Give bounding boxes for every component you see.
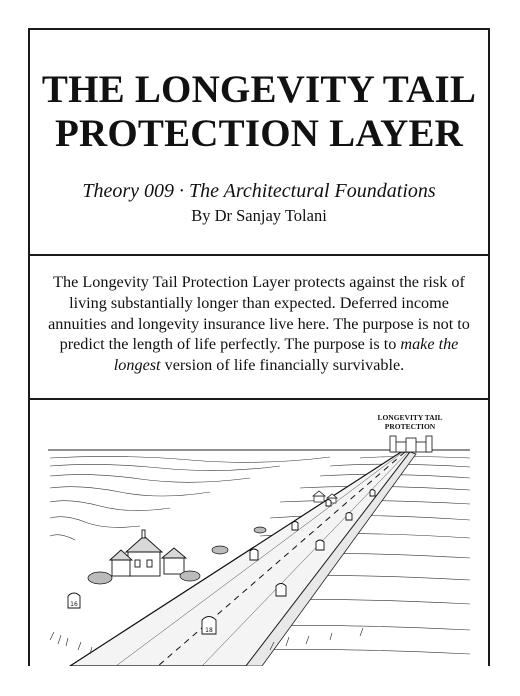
milestone-label: 18 <box>205 627 213 634</box>
castle-sign-line-1: LONGEVITY TAIL <box>377 413 443 422</box>
description-part-2: version of life financially survivable. <box>160 356 405 375</box>
castle-icon <box>390 436 432 452</box>
description-emphasis: make the longest <box>113 335 459 375</box>
page-frame <box>28 28 490 666</box>
description-part-1: The Longevity Tail Protection Layer protects against the risk of living substantially longer than expected. Deferred income annuities and longevity insurance live here. The purpose is not to predict the length of life perfectly. The purpose is to <box>48 273 470 354</box>
milestone-label: 16 <box>70 601 78 608</box>
page-title <box>30 68 488 156</box>
title-line-1: THE LONGEVITY TAIL <box>41 68 477 111</box>
illustration-panel <box>30 400 488 666</box>
castle-sign-line-2: PROTECTION <box>384 422 436 431</box>
title-panel <box>30 30 488 256</box>
author-byline: By Dr Sanjay Tolani <box>191 206 327 225</box>
description-text <box>48 272 470 376</box>
description-panel <box>30 256 488 400</box>
road-illustration <box>30 400 488 666</box>
title-line-2: PROTECTION LAYER <box>54 112 464 155</box>
subtitle: Theory 009 · The Architectural Foundations <box>82 180 436 202</box>
